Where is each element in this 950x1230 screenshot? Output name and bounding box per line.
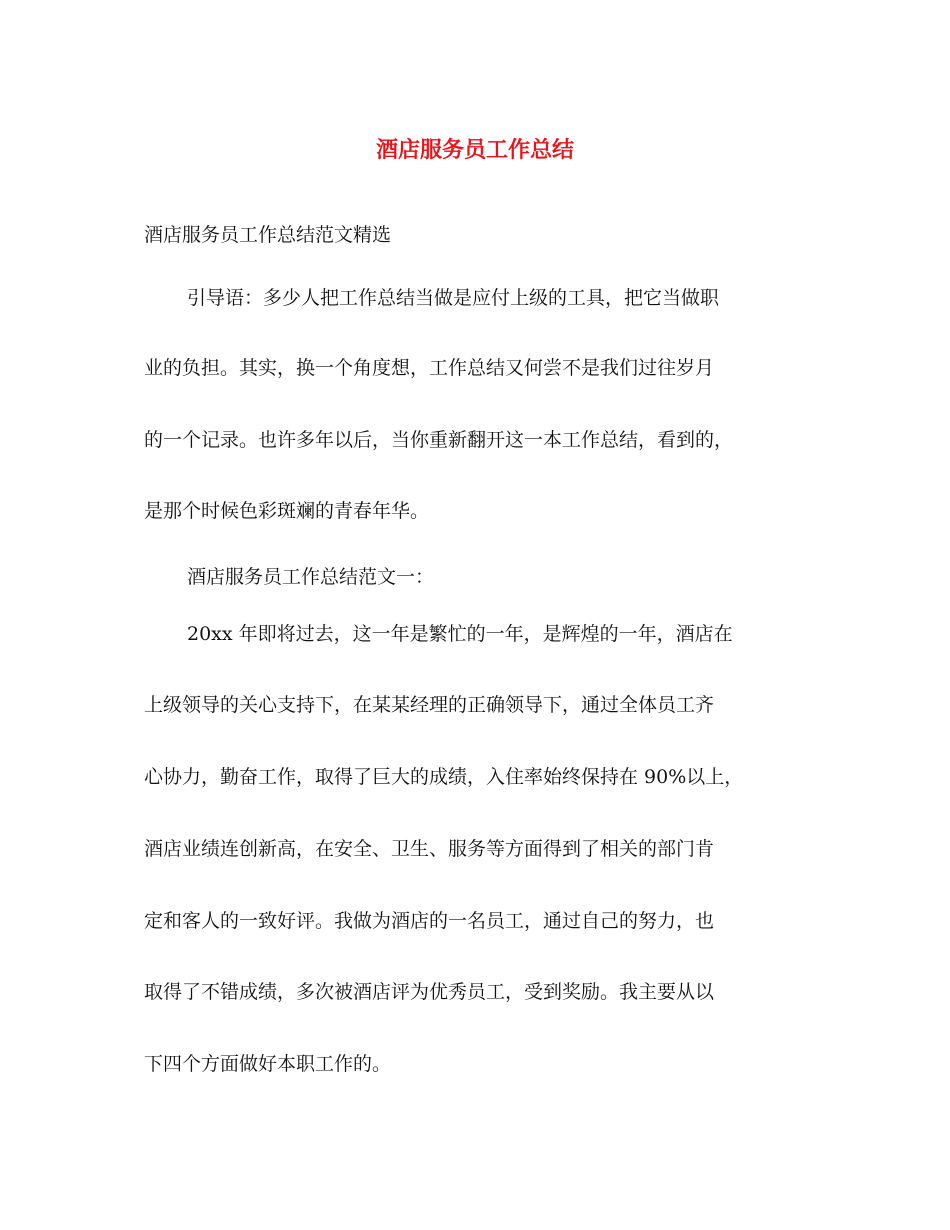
paragraph-line: 业的负担。其实，换一个角度想，工作总结又何尝不是我们过往岁月: [144, 357, 715, 379]
paragraph-line: 酒店业绩连创新高，在安全、卫生、服务等方面得到了相关的部门肯: [144, 838, 715, 860]
paragraph-line: 20xx 年即将过去，这一年是繁忙的一年，是辉煌的一年，酒店在: [187, 623, 733, 645]
paragraph-line: 心协力，勤奋工作，取得了巨大的成绩，入住率始终保持在 90%以上，: [144, 766, 744, 788]
document-subtitle: 酒店服务员工作总结范文精选: [144, 224, 392, 246]
paragraph-line: 取得了不错成绩，多次被酒店评为优秀员工，受到奖励。我主要从以: [144, 981, 715, 1003]
paragraph-line: 引导语：多少人把工作总结当做是应付上级的工具，把它当做职: [187, 287, 720, 309]
paragraph-line: 下四个方面做好本职工作的。: [144, 1053, 392, 1075]
paragraph-line: 定和客人的一致好评。我做为酒店的一名员工，通过自己的努力，也: [144, 910, 715, 932]
section-heading: 酒店服务员工作总结范文一：: [187, 566, 435, 588]
paragraph-line: 的一个记录。也许多年以后，当你重新翻开这一本工作总结，看到的，: [144, 429, 734, 451]
paragraph-line: 上级领导的关心支持下，在某某经理的正确领导下，通过全体员工齐: [144, 694, 715, 716]
document-title: 酒店服务员工作总结: [375, 137, 574, 163]
paragraph-line: 是那个时候色彩斑斓的青春年华。: [144, 500, 430, 522]
